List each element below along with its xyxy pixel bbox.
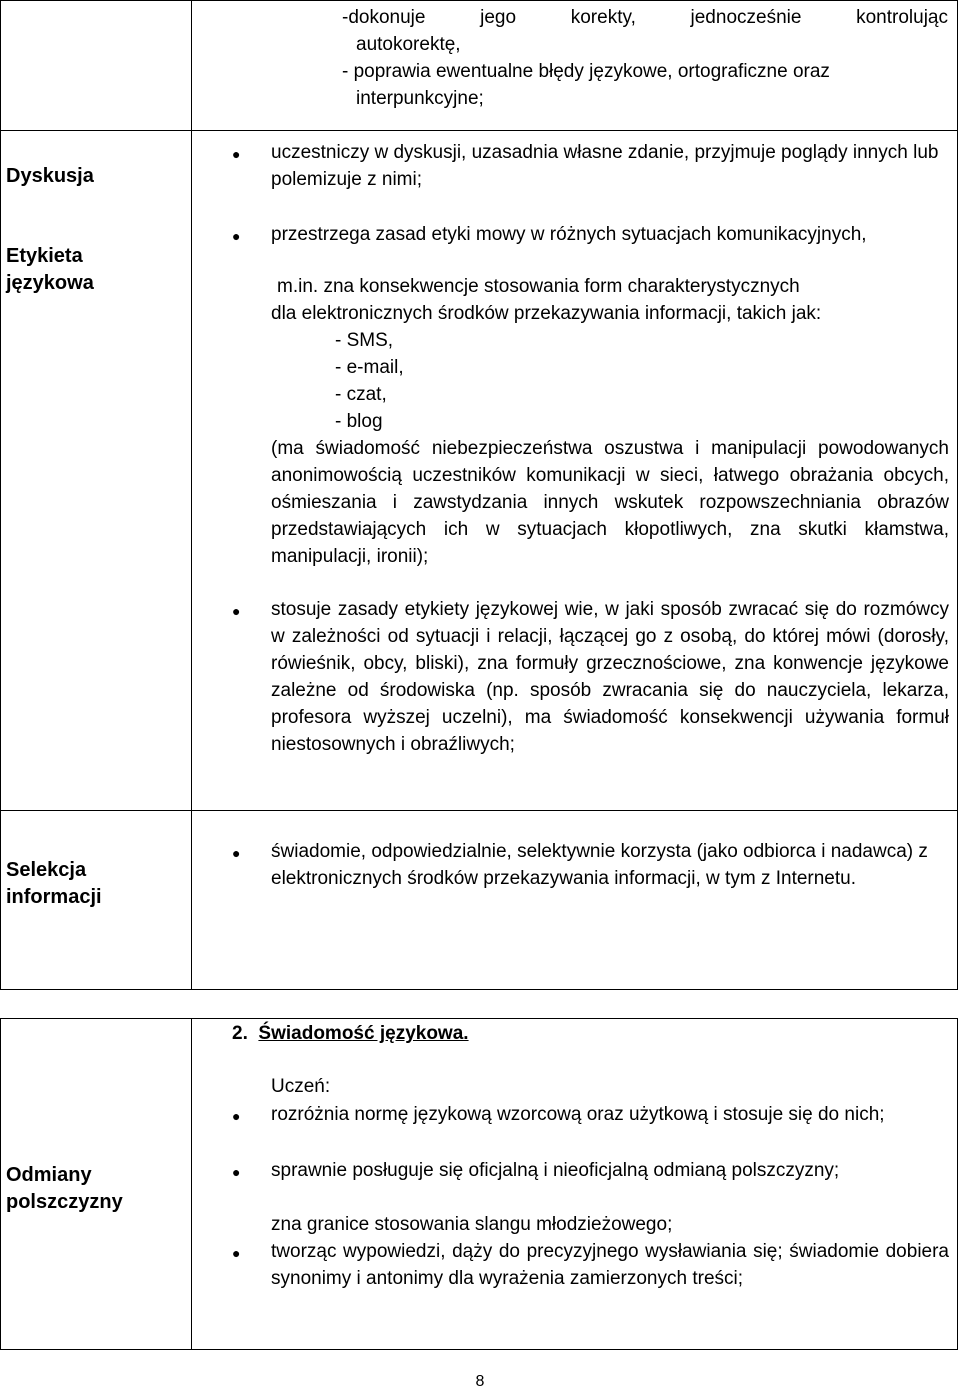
uczen-label: Uczeń: bbox=[271, 1076, 331, 1097]
label-line: informacji bbox=[6, 886, 102, 908]
column-divider bbox=[191, 1019, 192, 1349]
bullet-text: świadomie, odpowiedzialnie, selektywnie korzysta (jako odbiorca i nadawca) z elektronicznych środków przekazywania informacji, w tym z Internetu. bbox=[271, 841, 928, 889]
heading-text: Świadomość językowa. bbox=[258, 1023, 469, 1044]
row-label-selekcja bbox=[6, 857, 186, 911]
bullet-text: przestrzega zasad etyki mowy w różnych sytuacjach komunikacyjnych, bbox=[271, 224, 867, 245]
row-label-odmiany bbox=[6, 1162, 186, 1216]
label-line: Selekcja bbox=[6, 859, 87, 881]
continuation-line: interpunkcyjne; bbox=[356, 88, 484, 109]
row-label-etykieta bbox=[6, 243, 186, 297]
bullet-icon: ● bbox=[232, 845, 241, 861]
bullet-text: stosuje zasady etykiety językowej wie, w jaki sposób zwracać się do rozmówcy w zależności od sytuacji i relacji, łączącej go z osobą, do której mówi (dorosły, rówieśnik, obcy, bliski), zna formuły grzecznościowe, zna konwencje językowe zależne od środowiska (np. sposób zwracania się do nauczyciela, lekarza, profesora wyższej uczelni), ma świadomość konsekwencji używania formuł niestosownych i obraźliwych; bbox=[271, 599, 949, 755]
row-divider bbox=[1, 810, 957, 811]
awareness-paragraph: (ma świadomość niebezpieczeństwa oszustwa i manipulacji powodowanych anonimowością uczestników komunikacji w sieci, łatwego obrażania obcych, ośmieszania i zawstydzania innych wskutek rozpowszechniania obrazów przedstawiających ich w sytuacjach kłopotliwych, zna skutki kłamstwa, manipulacji, ironii); bbox=[271, 438, 949, 567]
row-label-dyskusja: Dyskusja bbox=[6, 165, 94, 187]
label-line: Odmiany bbox=[6, 1164, 92, 1186]
page-number: 8 bbox=[475, 1373, 485, 1390]
bullet-icon: ● bbox=[232, 146, 241, 162]
bullet-text: uczestniczy w dyskusji, uzasadnia własne zdanie, przyjmuje poglądy innych lub polemizuje z nimi; bbox=[271, 142, 939, 190]
label-line: językowa bbox=[6, 272, 94, 294]
channel-item: - czat, bbox=[335, 384, 387, 405]
section-heading bbox=[232, 1020, 469, 1047]
channel-item: - SMS, bbox=[335, 330, 394, 351]
heading-number: 2. bbox=[232, 1023, 248, 1044]
bullet-text: rozróżnia normę językową wzorcową oraz użytkową i stosuje się do nich; bbox=[271, 1104, 885, 1125]
continuation-line: autokorektę, bbox=[356, 34, 461, 55]
channel-item: - e-mail, bbox=[335, 357, 404, 378]
bullet-icon: ● bbox=[232, 228, 241, 244]
label-line: Etykieta bbox=[6, 245, 83, 267]
continuation-text bbox=[342, 4, 948, 112]
channel-item: - blog bbox=[335, 411, 383, 432]
slang-text: zna granice stosowania slangu młodzieżowego; bbox=[271, 1214, 673, 1235]
bullet-icon: ● bbox=[232, 1108, 241, 1124]
min-line: m.in. zna konsekwencje stosowania form charakterystycznych bbox=[277, 276, 800, 297]
column-divider bbox=[191, 1, 192, 989]
continuation-line: - poprawia ewentualne błędy językowe, ortograficzne oraz bbox=[342, 61, 830, 82]
bullet-icon: ● bbox=[232, 1164, 241, 1180]
bullet-text: tworząc wypowiedzi, dąży do precyzyjnego wysławiania się; świadomie dobiera synonimy i antonimy dla wyrażenia zamierzonych treści; bbox=[271, 1241, 949, 1289]
row-divider bbox=[1, 130, 957, 131]
bullet-icon: ● bbox=[232, 603, 241, 619]
min-line: dla elektronicznych środków przekazywania informacji, takich jak: bbox=[271, 303, 822, 324]
continuation-line: -dokonuje jego korekty, jednocześnie kontrolując bbox=[342, 7, 948, 28]
label-line: polszczyzny bbox=[6, 1191, 123, 1213]
bullet-icon: ● bbox=[232, 1245, 241, 1261]
bullet-text: sprawnie posługuje się oficjalną i nieoficjalną odmianą polszczyzny; bbox=[271, 1160, 840, 1181]
